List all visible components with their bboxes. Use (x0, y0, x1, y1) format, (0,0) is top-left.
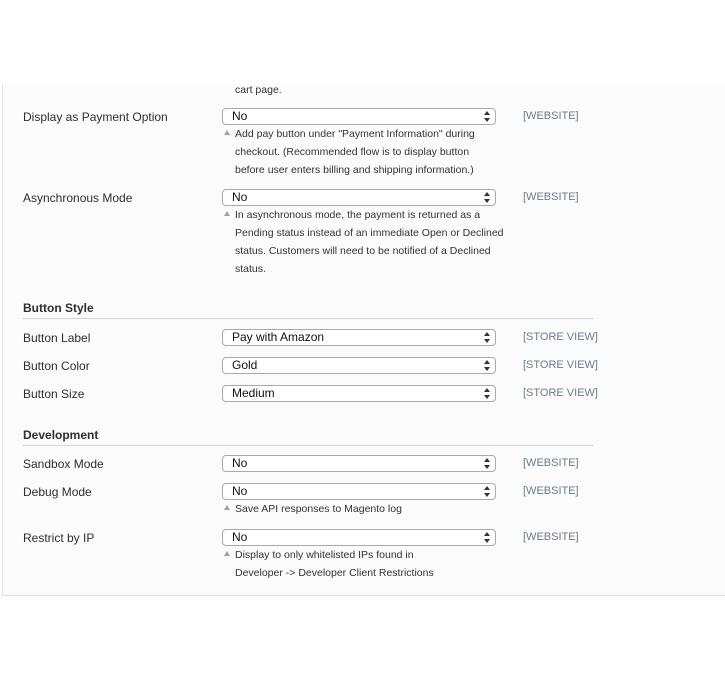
button-label-value: Pay with Amazon (232, 330, 325, 344)
async-mode-select[interactable] (222, 189, 496, 206)
restrict-ip-scope: [WEBSITE] (523, 531, 579, 543)
updown-arrows-icon (484, 331, 490, 344)
async-mode-scope: [WEBSITE] (523, 191, 579, 203)
async-mode-value: No (232, 190, 248, 204)
updown-arrows-icon (484, 359, 490, 372)
debug-mode-label: Debug Mode (23, 485, 92, 499)
button-label-label: Button Label (23, 331, 91, 345)
debug-mode-note: Save API responses to Magento log (222, 500, 512, 518)
note-triangle-icon (224, 211, 230, 216)
config-panel (2, 84, 725, 596)
async-mode-label: Asynchronous Mode (23, 191, 133, 205)
button-color-select[interactable] (222, 357, 496, 374)
button-size-scope: [STORE VIEW] (523, 387, 598, 399)
updown-arrows-icon (484, 110, 490, 123)
section-development: Development (23, 428, 99, 442)
button-label-select[interactable] (222, 329, 496, 346)
sandbox-mode-value: No (232, 456, 248, 470)
updown-arrows-icon (484, 191, 490, 204)
section-button-style: Button Style (23, 301, 94, 315)
sandbox-mode-select[interactable] (222, 455, 496, 472)
sandbox-mode-scope: [WEBSITE] (523, 457, 579, 469)
button-color-label: Button Color (23, 359, 90, 373)
restrict-ip-label: Restrict by IP (23, 531, 95, 545)
updown-arrows-icon (484, 457, 490, 470)
debug-mode-value: No (232, 484, 248, 498)
display-payment-select[interactable] (222, 108, 496, 125)
note-triangle-icon (224, 130, 230, 135)
button-size-label: Button Size (23, 387, 85, 401)
section-divider (23, 318, 593, 319)
debug-mode-select[interactable] (222, 483, 496, 500)
display-payment-note: Add pay button under "Payment Information" during checkout. (Recommended flow is to display button before user enters billing and shipping information.) (222, 125, 492, 179)
sandbox-mode-label: Sandbox Mode (23, 457, 104, 471)
updown-arrows-icon (484, 387, 490, 400)
display-payment-scope: [WEBSITE] (523, 110, 579, 122)
updown-arrows-icon (484, 485, 490, 498)
restrict-ip-note: Display to only whitelisted IPs found in Developer -> Developer Client Restrictions (222, 546, 462, 582)
button-label-scope: [STORE VIEW] (523, 331, 598, 343)
display-payment-value: No (232, 109, 248, 123)
button-size-select[interactable] (222, 385, 496, 402)
previous-field-note: cart page. (235, 84, 282, 96)
restrict-ip-value: No (232, 530, 248, 544)
note-triangle-icon (224, 505, 230, 510)
display-payment-label: Display as Payment Option (23, 110, 168, 124)
section-divider (23, 445, 593, 446)
button-color-scope: [STORE VIEW] (523, 359, 598, 371)
button-size-value: Medium (232, 386, 275, 400)
debug-mode-scope: [WEBSITE] (523, 485, 579, 497)
updown-arrows-icon (484, 531, 490, 544)
async-mode-note: In asynchronous mode, the payment is returned as a Pending status instead of an immediate Open or Declined status. Customers will need to be notified of a Declined status. (222, 206, 507, 278)
note-triangle-icon (224, 551, 230, 556)
button-color-value: Gold (232, 358, 258, 372)
restrict-ip-select[interactable] (222, 529, 496, 546)
